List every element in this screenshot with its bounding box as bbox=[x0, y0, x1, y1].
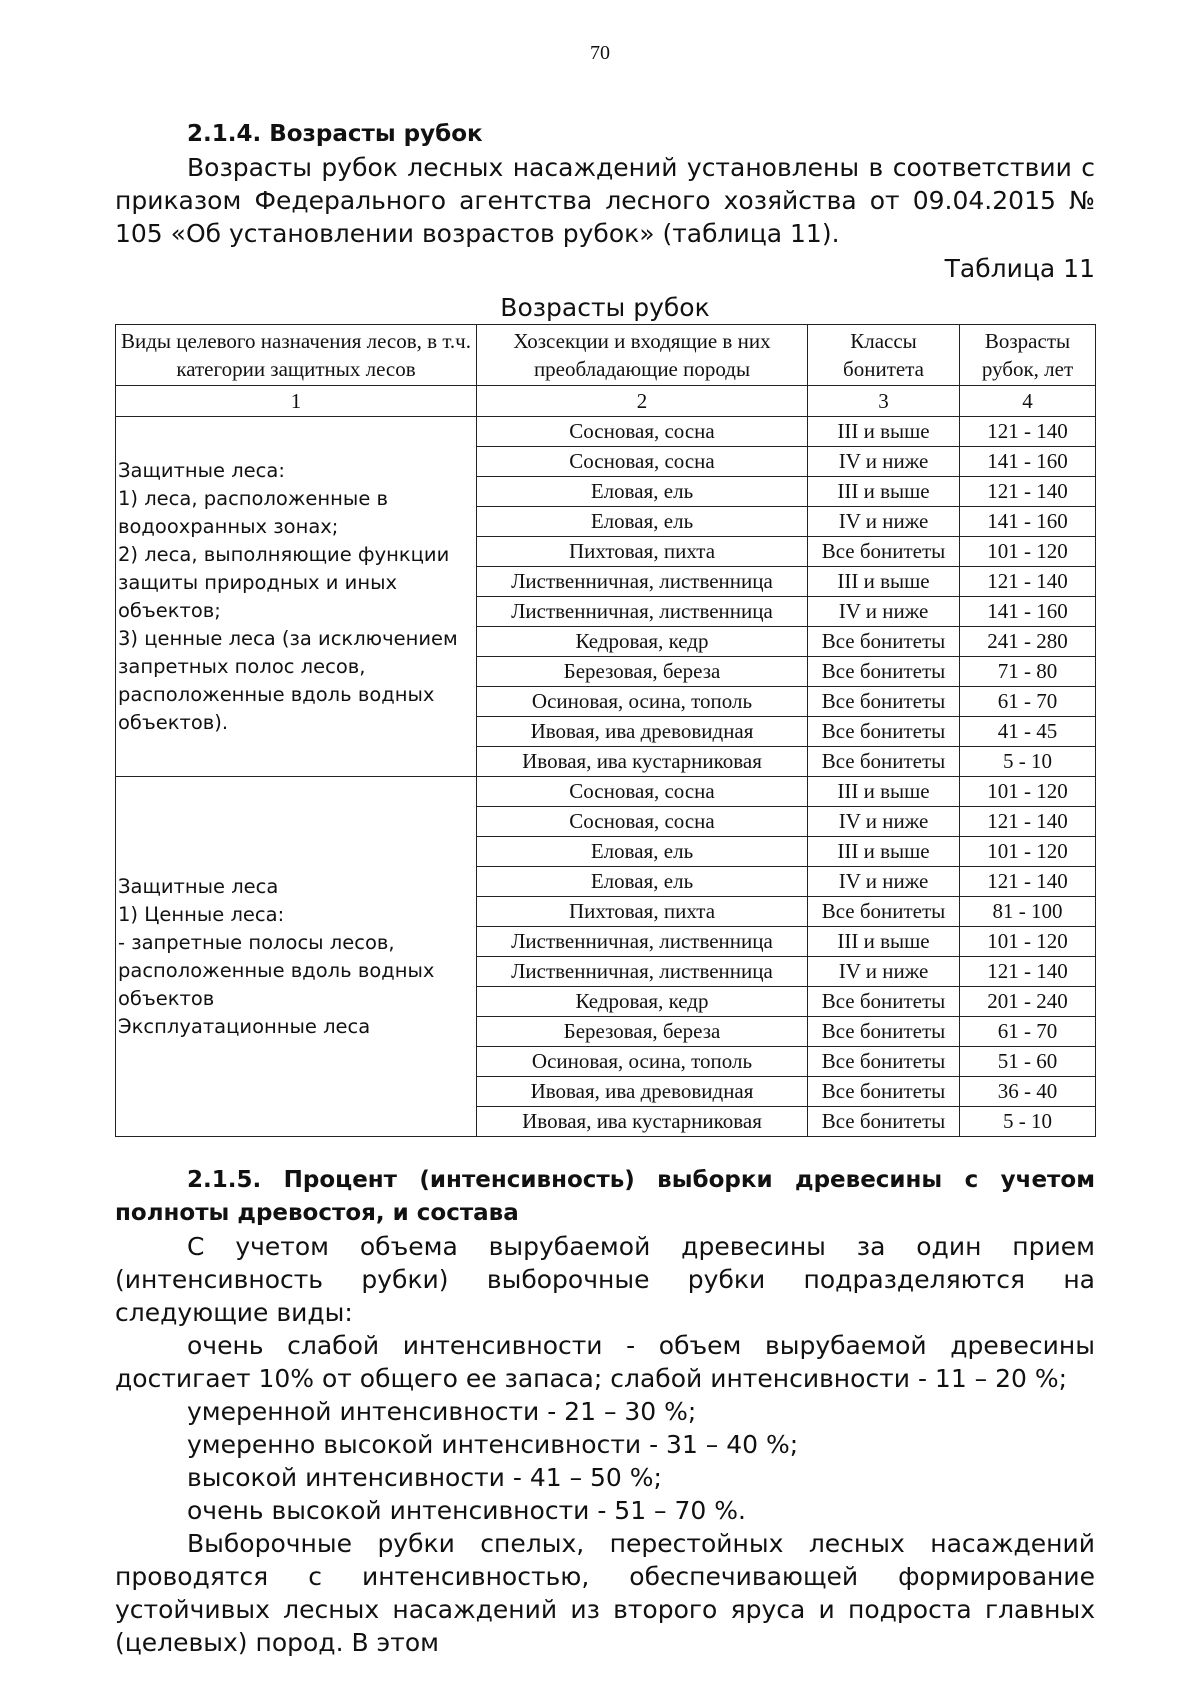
class-cell: III и выше bbox=[808, 777, 960, 807]
species-cell: Лиственничная, лиственница bbox=[477, 567, 808, 597]
class-cell: III и выше bbox=[808, 567, 960, 597]
class-cell: IV и ниже bbox=[808, 597, 960, 627]
species-cell: Сосновая, сосна bbox=[477, 777, 808, 807]
age-cell: 121 - 140 bbox=[960, 417, 1096, 447]
paragraph: очень слабой интенсивности - объем вырубаемой древесины достигает 10% от общего ее запаса; слабой интенсивности - 11 – 20 %; bbox=[115, 1331, 1095, 1393]
age-cell: 121 - 140 bbox=[960, 867, 1096, 897]
cutting-age-table bbox=[115, 324, 1096, 1137]
age-cell: 81 - 100 bbox=[960, 897, 1096, 927]
section-2-1-5 bbox=[115, 1164, 1095, 1659]
category-line: 3) ценные леса (за исключением запретных полос лесов, расположенные вдоль водных объектов). bbox=[118, 626, 458, 734]
class-cell: Все бонитеты bbox=[808, 537, 960, 567]
category-line: 1) леса, расположенные в водоохранных зонах; bbox=[118, 486, 389, 538]
paragraph: высокой интенсивности - 41 – 50 %; bbox=[187, 1463, 662, 1492]
species-cell: Осиновая, осина, тополь bbox=[477, 687, 808, 717]
class-cell: Все бонитеты bbox=[808, 1017, 960, 1047]
column-number: 4 bbox=[960, 386, 1096, 417]
age-cell: 121 - 140 bbox=[960, 567, 1096, 597]
class-cell: Все бонитеты bbox=[808, 987, 960, 1017]
column-number: 3 bbox=[808, 386, 960, 417]
class-cell: Все бонитеты bbox=[808, 1107, 960, 1137]
age-cell: 101 - 120 bbox=[960, 837, 1096, 867]
class-cell: Все бонитеты bbox=[808, 1077, 960, 1107]
category-line: 1) Ценные леса: bbox=[118, 902, 285, 926]
age-cell: 71 - 80 bbox=[960, 657, 1096, 687]
class-cell: Все бонитеты bbox=[808, 627, 960, 657]
age-cell: 141 - 160 bbox=[960, 447, 1096, 477]
category-line: - запретные полосы лесов, расположенные вдоль водных объектов bbox=[118, 930, 435, 1010]
species-cell: Сосновая, сосна bbox=[477, 807, 808, 837]
species-cell: Еловая, ель bbox=[477, 507, 808, 537]
class-cell: IV и ниже bbox=[808, 867, 960, 897]
class-cell: IV и ниже bbox=[808, 957, 960, 987]
species-cell: Осиновая, осина, тополь bbox=[477, 1047, 808, 1077]
table-block bbox=[115, 292, 1095, 1137]
table-column-number-row bbox=[116, 386, 1096, 417]
header-class: Классы бонитета bbox=[808, 325, 960, 386]
age-cell: 36 - 40 bbox=[960, 1077, 1096, 1107]
header-age: Возрасты рубок, лет bbox=[960, 325, 1096, 386]
paragraph: С учетом объема вырубаемой древесины за один прием (интенсивность рубки) выборочные рубки подразделяются на следующие виды: bbox=[115, 1232, 1095, 1327]
species-cell: Еловая, ель bbox=[477, 867, 808, 897]
section-paragraph-2-1-4: Возрасты рубок лесных насаждений установлены в соответствии с приказом Федерального агентства лесного хозяйства от 09.04.2015 № 105 «Об установлении возрастов рубок» (таблица 11). bbox=[115, 153, 1095, 248]
species-cell: Ивовая, ива древовидная bbox=[477, 717, 808, 747]
section-2-1-4 bbox=[115, 118, 1095, 285]
species-cell: Ивовая, ива кустарниковая bbox=[477, 1107, 808, 1137]
paragraph: Выборочные рубки спелых, перестойных лесных насаждений проводятся с интенсивностью, обеспечивающей формирование устойчивых лесных насаждений из второго яруса и подроста главных (целевых) пород. В этом bbox=[115, 1529, 1095, 1657]
class-cell: Все бонитеты bbox=[808, 717, 960, 747]
age-cell: 121 - 140 bbox=[960, 957, 1096, 987]
class-cell: III и выше bbox=[808, 477, 960, 507]
species-cell: Лиственничная, лиственница bbox=[477, 597, 808, 627]
category-line: Защитные леса: bbox=[118, 458, 285, 482]
paragraph: умеренной интенсивности - 21 – 30 %; bbox=[187, 1397, 697, 1426]
age-cell: 101 - 120 bbox=[960, 537, 1096, 567]
paragraph: умеренно высокой интенсивности - 31 – 40 %; bbox=[187, 1430, 799, 1459]
age-cell: 51 - 60 bbox=[960, 1047, 1096, 1077]
section-heading-2-1-5: 2.1.5. Процент (интенсивность) выборки древесины с учетом полноты древостоя, и состава bbox=[115, 1167, 1095, 1226]
column-number: 1 bbox=[116, 386, 477, 417]
column-number: 2 bbox=[477, 386, 808, 417]
species-cell: Сосновая, сосна bbox=[477, 447, 808, 477]
class-cell: Все бонитеты bbox=[808, 687, 960, 717]
species-cell: Ивовая, ива древовидная bbox=[477, 1077, 808, 1107]
section-heading-2-1-4: 2.1.4. Возрасты рубок bbox=[187, 121, 483, 147]
age-cell: 141 - 160 bbox=[960, 507, 1096, 537]
age-cell: 5 - 10 bbox=[960, 747, 1096, 777]
page-number: 70 bbox=[590, 42, 610, 64]
class-cell: Все бонитеты bbox=[808, 897, 960, 927]
table-label: Таблица 11 bbox=[944, 254, 1095, 283]
species-cell: Березовая, береза bbox=[477, 1017, 808, 1047]
table-header-row bbox=[116, 325, 1096, 386]
category-line: Защитные леса bbox=[118, 874, 279, 898]
class-cell: IV и ниже bbox=[808, 807, 960, 837]
age-cell: 101 - 120 bbox=[960, 777, 1096, 807]
header-species: Хозсекции и входящие в них преобладающие породы bbox=[477, 325, 808, 386]
class-cell: Все бонитеты bbox=[808, 657, 960, 687]
age-cell: 121 - 140 bbox=[960, 477, 1096, 507]
species-cell: Пихтовая, пихта bbox=[477, 897, 808, 927]
age-cell: 61 - 70 bbox=[960, 1017, 1096, 1047]
class-cell: III и выше bbox=[808, 927, 960, 957]
species-cell: Кедровая, кедр bbox=[477, 627, 808, 657]
class-cell: III и выше bbox=[808, 837, 960, 867]
species-cell: Пихтовая, пихта bbox=[477, 537, 808, 567]
age-cell: 5 - 10 bbox=[960, 1107, 1096, 1137]
paragraph: очень высокой интенсивности - 51 – 70 %. bbox=[187, 1496, 746, 1525]
species-cell: Еловая, ель bbox=[477, 837, 808, 867]
species-cell: Еловая, ель bbox=[477, 477, 808, 507]
category-line: 2) леса, выполняющие функции защиты природных и иных объектов; bbox=[118, 542, 450, 622]
age-cell: 141 - 160 bbox=[960, 597, 1096, 627]
header-purpose: Виды целевого назначения лесов, в т.ч. категории защитных лесов bbox=[116, 325, 477, 386]
table-row bbox=[116, 777, 1096, 807]
age-cell: 101 - 120 bbox=[960, 927, 1096, 957]
class-cell: IV и ниже bbox=[808, 507, 960, 537]
class-cell: IV и ниже bbox=[808, 447, 960, 477]
category-cell bbox=[116, 417, 477, 777]
species-cell: Лиственничная, лиственница bbox=[477, 927, 808, 957]
species-cell: Сосновая, сосна bbox=[477, 417, 808, 447]
class-cell: Все бонитеты bbox=[808, 747, 960, 777]
category-line: Эксплуатационные леса bbox=[118, 1014, 371, 1038]
class-cell: Все бонитеты bbox=[808, 1047, 960, 1077]
table-row bbox=[116, 417, 1096, 447]
age-cell: 41 - 45 bbox=[960, 717, 1096, 747]
class-cell: III и выше bbox=[808, 417, 960, 447]
species-cell: Лиственничная, лиственница bbox=[477, 957, 808, 987]
table-body bbox=[116, 417, 1096, 1137]
category-cell bbox=[116, 777, 477, 1137]
age-cell: 241 - 280 bbox=[960, 627, 1096, 657]
age-cell: 61 - 70 bbox=[960, 687, 1096, 717]
species-cell: Кедровая, кедр bbox=[477, 987, 808, 1017]
age-cell: 201 - 240 bbox=[960, 987, 1096, 1017]
species-cell: Березовая, береза bbox=[477, 657, 808, 687]
species-cell: Ивовая, ива кустарниковая bbox=[477, 747, 808, 777]
table-caption: Возрасты рубок bbox=[500, 293, 710, 322]
age-cell: 121 - 140 bbox=[960, 807, 1096, 837]
